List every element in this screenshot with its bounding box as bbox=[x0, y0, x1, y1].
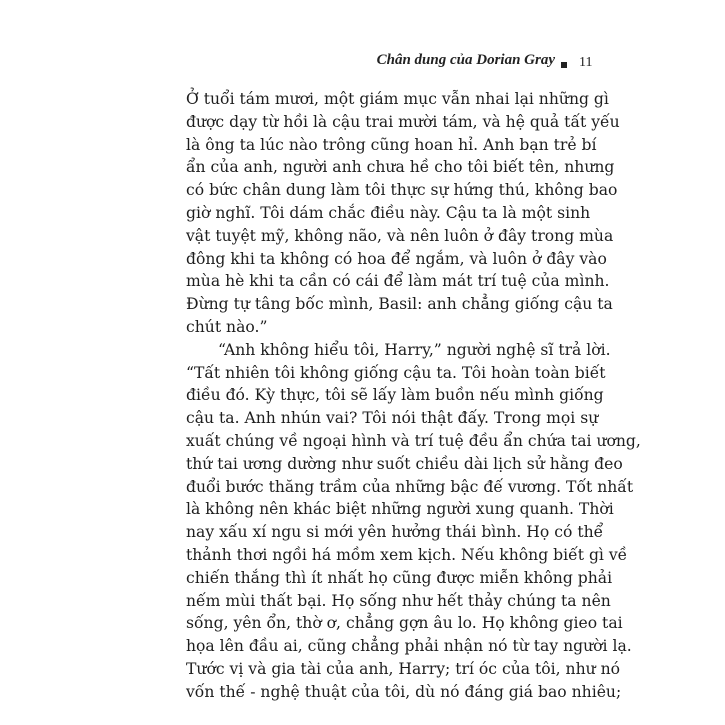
text-line: được dạy từ hồi là cậu trai mười tám, và hệ quả tất yếu bbox=[186, 112, 620, 131]
body-text bbox=[186, 88, 641, 704]
text-line: xuất chúng về ngoại hình và trí tuệ đều ẩn chứa tai ương, bbox=[186, 431, 641, 450]
text-line: chút nào.” bbox=[186, 317, 268, 336]
text-line: là ông ta lúc nào trông cũng hoan hỉ. Anh bạn trẻ bí bbox=[186, 135, 597, 154]
text-line: có bức chân dung làm tôi thực sự hứng thú, không bao bbox=[186, 181, 618, 200]
text-line: là không nên khác biệt những người xung quanh. Thời bbox=[186, 500, 614, 519]
text-line: Ở tuổi tám mươi, một giám mục vẫn nhai lại những gì bbox=[186, 90, 609, 108]
text-line: đuổi bước thăng trầm của những bậc đế vương. Tốt nhất bbox=[186, 477, 634, 496]
page-number: 11 bbox=[579, 55, 593, 70]
text-line: họa lên đầu ai, cũng chẳng phải nhận nó từ tay người lạ. bbox=[186, 637, 632, 656]
text-line: vốn thế - nghệ thuật của tôi, dù nó đáng giá bao nhiêu; bbox=[186, 682, 622, 701]
text-line: giờ nghĩ. Tôi dám chắc điều này. Cậu ta là một sinh bbox=[186, 203, 591, 222]
text-line: điều đó. Kỳ thực, tôi sẽ lấy làm buồn nếu mình giống bbox=[186, 386, 604, 405]
text-line: cậu ta. Anh nhún vai? Tôi nói thật đấy. Trong mọi sự bbox=[186, 409, 599, 428]
text-line: sống, yên ổn, thờ ơ, chẳng gợn âu lo. Họ không gieo tai bbox=[186, 614, 623, 633]
header-bullet bbox=[561, 62, 567, 68]
text-line-paragraph-start: “Anh không hiểu tôi, Harry,” người nghệ sĩ trả lời. bbox=[218, 340, 611, 359]
text-line: vật tuyệt mỹ, không não, và nên luôn ở đây trong mùa bbox=[186, 226, 614, 245]
text-line: “Tất nhiên tôi không giống cậu ta. Tôi hoàn toàn biết bbox=[186, 363, 606, 382]
text-line: nay xấu xí ngu si mới yên hưởng thái bình. Họ có thể bbox=[186, 523, 604, 542]
text-line: Đừng tự tâng bốc mình, Basil: anh chẳng giống cậu ta bbox=[186, 295, 613, 314]
text-line: mùa hè khi ta cần có cái để làm mát trí tuệ của mình. bbox=[186, 272, 610, 291]
text-line: đông khi ta không có hoa để ngắm, và luôn ở đây vào bbox=[186, 249, 607, 268]
text-line: ẩn của anh, người anh chưa hề cho tôi biết tên, nhưng bbox=[186, 158, 615, 177]
text-line: thứ tai ương dường như suốt chiều dài lịch sử hằng đeo bbox=[186, 454, 623, 473]
text-line: nếm mùi thất bại. Họ sống như hết thảy chúng ta nên bbox=[186, 591, 611, 610]
text-line: thảnh thơi ngồi há mồm xem kịch. Nếu không biết gì về bbox=[186, 545, 628, 564]
text-line: Tước vị và gia tài của anh, Harry; trí óc của tôi, như nó bbox=[186, 659, 621, 678]
text-line: chiến thắng thì ít nhất họ cũng được miễn không phải bbox=[186, 568, 613, 587]
running-title: Chân dung của Dorian Gray bbox=[376, 52, 555, 68]
